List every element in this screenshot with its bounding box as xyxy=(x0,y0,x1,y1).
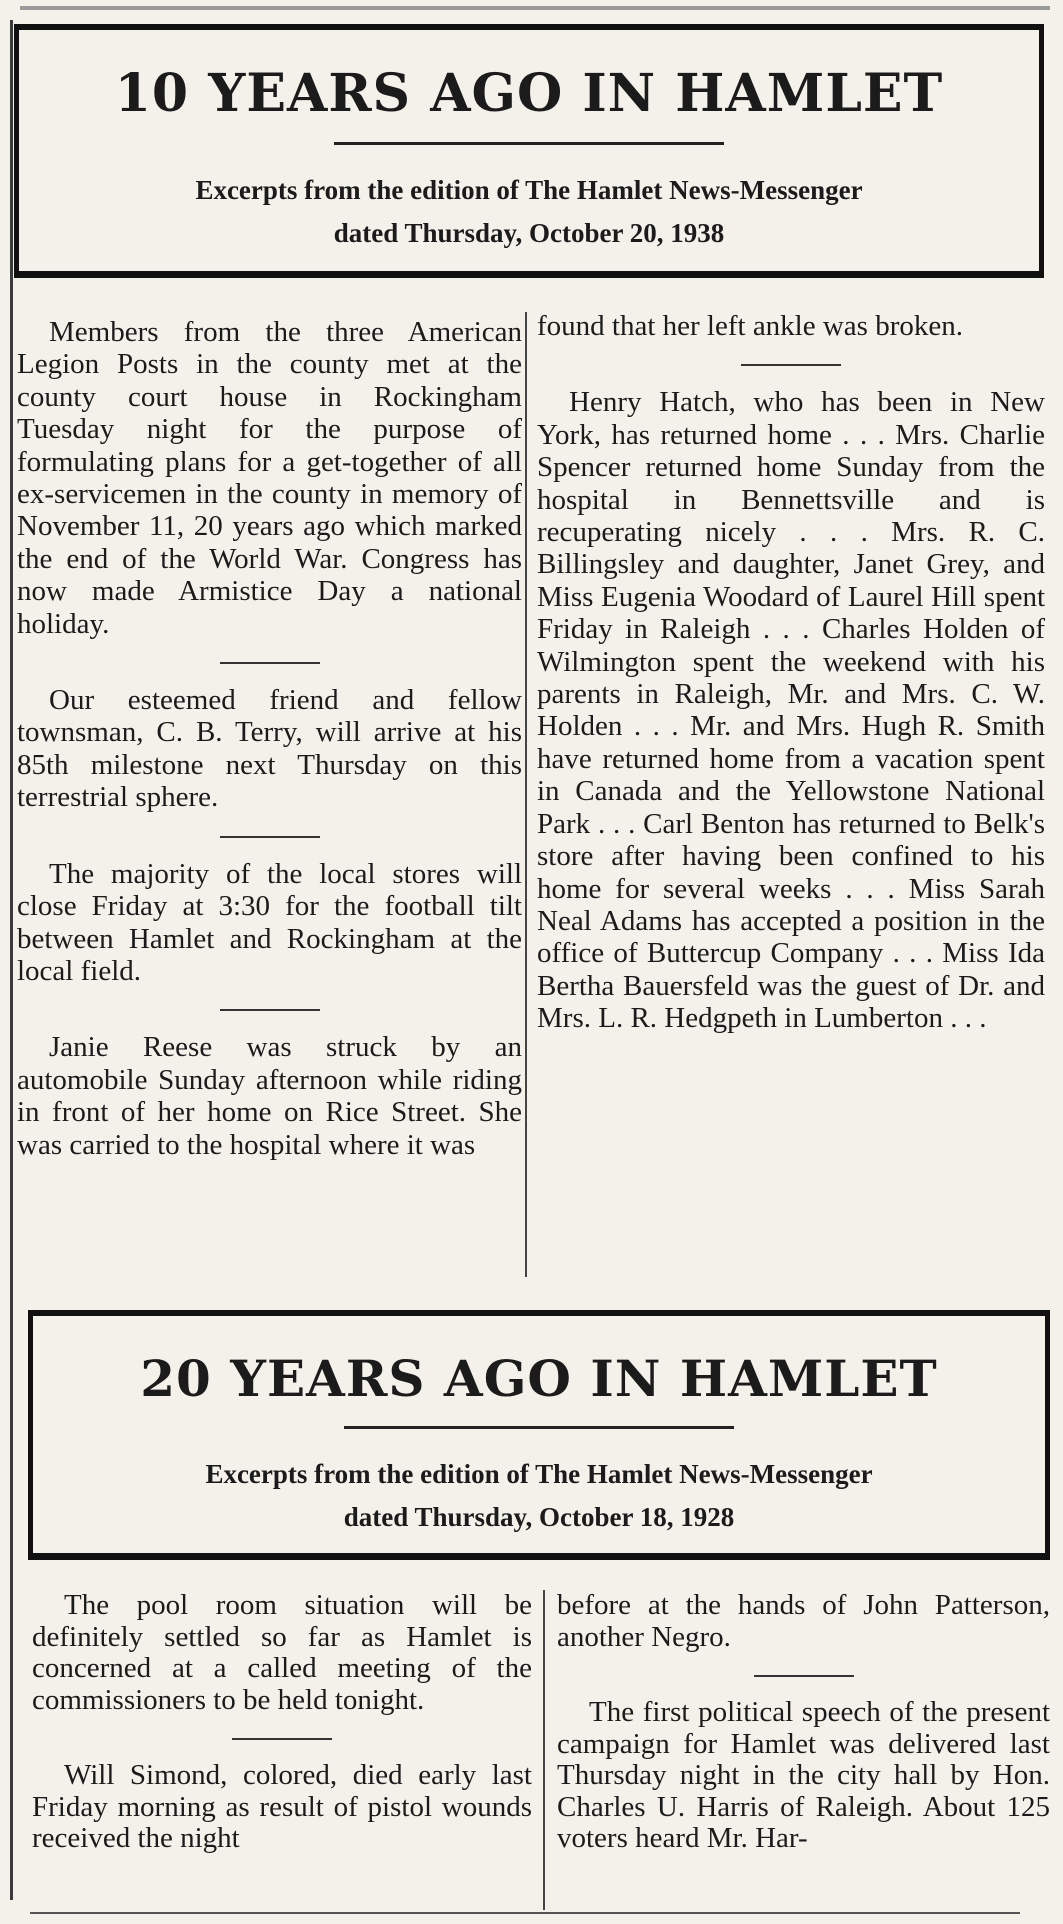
section-header-10-years xyxy=(14,24,1044,278)
section2-left-column xyxy=(32,1590,532,1855)
article-paragraph: Henry Hatch, who has been in New York, has returned home . . . Mrs. Charlie Spencer returned home Sunday from the hospital in Bennettsville and is recuperating nicely . . . Mrs. R. C. Billingsley and daughter, Janet Grey, and Miss Eugenia Woodard of Laurel Hill spent Friday in Raleigh . . . Charles Holden of Wilmington spent the weekend with his parents in Raleigh, Mr. and Mrs. C. W. Holden . . . Mr. and Mrs. Hugh R. Smith have returned home from a vacation spent in Canada and the Yellowstone National Park . . . Carl Benton has returned to Belk's store after having been confined to his home for several weeks . . . Miss Sarah Neal Adams has accepted a position in the office of Buttercup Company . . . Miss Ida Bertha Bauersfeld was the guest of Dr. and Mrs. L. R. Hedgpeth in Lumberton . . . xyxy=(537,386,1045,1035)
section-title: 20 YEARS AGO IN HAMLET xyxy=(140,1349,938,1408)
section-subtitle-line1: Excerpts from the edition of The Hamlet News-Messenger xyxy=(205,1459,873,1489)
section-subtitle-line2: dated Thursday, October 20, 1938 xyxy=(333,218,725,249)
article-separator xyxy=(220,1009,320,1011)
article-separator xyxy=(232,1738,332,1740)
page-bottom-rule xyxy=(30,1912,1020,1914)
article-paragraph: Janie Reese was struck by an automobile Sunday afternoon while riding in front of her home on Rice Street. She was carried to the hospital where it was xyxy=(17,1031,522,1161)
article-separator xyxy=(220,662,320,664)
article-separator xyxy=(754,1675,854,1677)
article-paragraph: The first political speech of the present campaign for Hamlet was delivered last Thursday night in the city hall by Hon. Charles U. Harris of Raleigh. About 125 voters heard Mr. Har- xyxy=(557,1696,1050,1854)
title-divider xyxy=(334,142,724,145)
section1-left-column xyxy=(17,316,522,1161)
article-separator xyxy=(741,364,841,366)
section1-right-column xyxy=(537,310,1045,1035)
section-title: 10 YEARS AGO IN HAMLET xyxy=(114,63,944,124)
section2-right-column xyxy=(557,1590,1050,1855)
article-separator xyxy=(220,836,320,838)
article-paragraph: The majority of the local stores will close Friday at 3:30 for the football tilt between Hamlet and Rockingham at the local field. xyxy=(17,857,522,987)
article-paragraph: before at the hands of John Patterson, another Negro. xyxy=(557,1589,1050,1653)
column-divider xyxy=(543,1590,545,1910)
article-paragraph: The pool room situation will be definitely settled so far as Hamlet is concerned at a called meeting of the commissioners to be held tonight. xyxy=(32,1589,532,1716)
left-margin-rule xyxy=(10,20,13,1900)
article-paragraph: Will Simond, colored, died early last Friday morning as result of pistol wounds received the night xyxy=(32,1759,532,1854)
section-header-20-years xyxy=(28,1310,1050,1560)
article-paragraph: Our esteemed friend and fellow townsman, C. B. Terry, will arrive at his 85th milestone next Thursday on this terrestrial sphere. xyxy=(17,684,522,814)
article-paragraph: found that her left ankle was broken. xyxy=(537,310,963,342)
column-divider xyxy=(525,312,527,1277)
article-paragraph: Members from the three American Legion Posts in the county met at the county court house in Rockingham Tuesday night for the purpose of formulating plans for a get-together of all ex-servicemen in the county in memory of November 11, 20 years ago which marked the end of the World War. Congress has now made Armistice Day a national holiday. xyxy=(17,316,522,640)
section-subtitle-line2: dated Thursday, October 18, 1928 xyxy=(343,1502,735,1533)
section-subtitle-line1: Excerpts from the edition of The Hamlet News-Messenger xyxy=(195,175,863,205)
title-divider xyxy=(344,1426,734,1429)
page-top-rule xyxy=(20,6,1050,10)
